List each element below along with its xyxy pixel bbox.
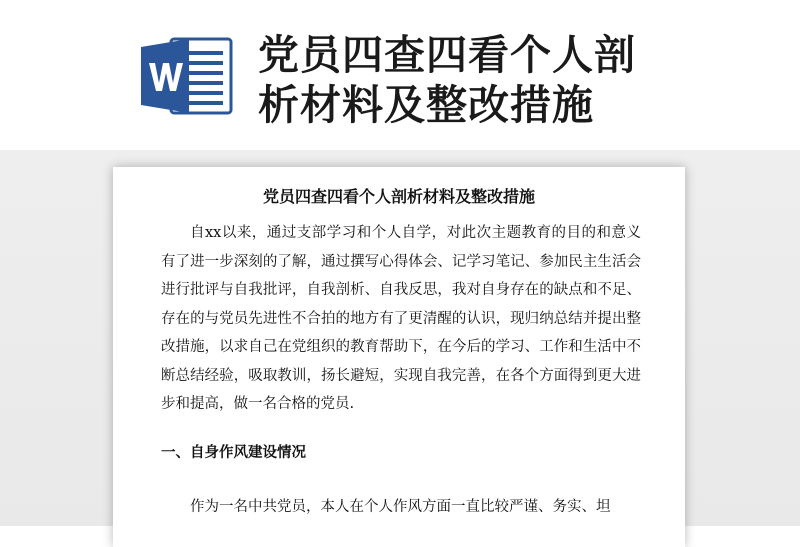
section-heading: 一、自身作风建设情况 [161,445,306,461]
title-line-1: 党员四查四看个人剖 [258,31,636,79]
title-line-2: 析材料及整改措施 [258,81,594,129]
word-document-icon [141,37,233,115]
document-paragraph: 作为一名中共党员，本人在个人作风方面一直比较严谨、务实、坦 [190,499,611,515]
document-paragraph: 自xx以来，通过支部学习和个人自学，对此次主题教育的目的和意义有了进一步深刻的了解，通过撰写心得体会、记学习笔记、参加民主生活会进行批评与自我批评，自我剖析、自我反思，我对自身存在的缺点和不足、存在的与党员先进性不合拍的地方有了更清醒的认识，现归纳总结并提出整改措施，以求自己在党组织的教育帮助下，在今后的学习、工作和生活中不断总结经验，吸取教训，扬长避短，实现自我完善，在各个方面得到更大进步和提高，做一名合格的党员. [161,225,641,412]
document-page [113,167,685,547]
document-title: 党员四查四看个人剖析材料及整改措施 [262,187,535,206]
page-title [258,30,678,130]
